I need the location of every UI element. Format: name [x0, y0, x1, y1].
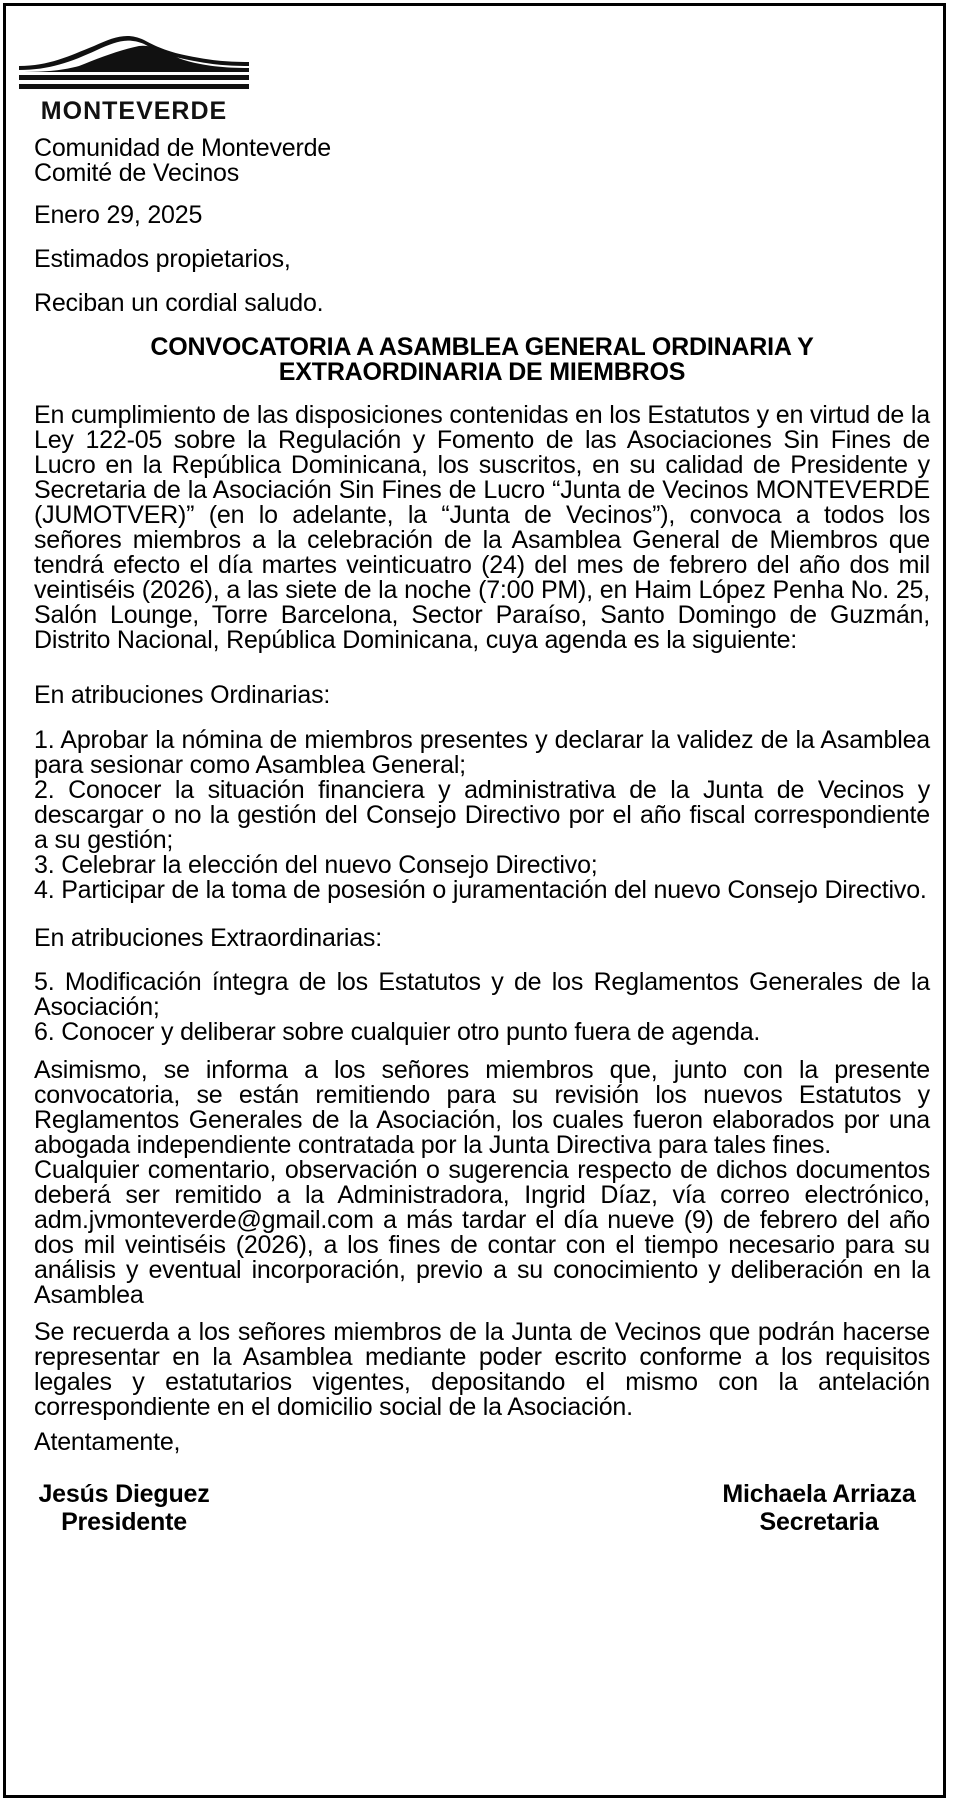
extraordinary-heading: En atribuciones Extraordinarias: — [34, 924, 382, 952]
list-item: 1. Aprobar la nómina de miembros presentes y declarar la validez de la Asamblea para sesionar como Asamblea General; — [34, 726, 930, 779]
ordinary-heading: En atribuciones Ordinarias: — [34, 681, 331, 709]
list-item: 3. Celebrar la elección del nuevo Consejo Directivo; — [34, 851, 598, 879]
closing: Atentamente, — [34, 1428, 181, 1456]
salutation: Reciban un cordial saludo. — [34, 289, 324, 317]
letter-date: Enero 29, 2025 — [34, 201, 203, 229]
notice-paragraph-2: Cualquier comentario, observación o sugerencia respecto de dichos documentos deberá ser remitido a la Administradora, Ingrid Díaz, vía correo electrónico, adm.jvmonteverde@gmail.com a más tardar el día nueve (9) de febrero del año dos mil veintiséis (2026), a los fines de contar con el tiempo necesario para su análisis y eventual incorporación, previo a su conocimiento y deliberación en la Asamblea — [34, 1156, 930, 1309]
list-item: 2. Conocer la situación financiera y administrativa de la Junta de Vecinos y descargar o no la gestión del Consejo Directivo por el año fiscal correspondiente a su gestión; — [34, 776, 930, 854]
notice-block — [34, 1058, 930, 1308]
signature-president — [34, 1480, 214, 1536]
letter-title — [34, 335, 930, 385]
signer-role: Presidente — [61, 1508, 187, 1536]
logo-wordmark: MONTEVERDE — [40, 97, 228, 125]
title-line-2: EXTRAORDINARIA DE MIEMBROS — [278, 358, 686, 386]
greeting: Estimados propietarios, — [34, 245, 291, 273]
list-item: 5. Modificación íntegra de los Estatutos y de los Reglamentos Generales de la Asociación; — [34, 968, 930, 1021]
notice-paragraph-1: Asimismo, se informa a los señores miembros que, junto con la presente convocatoria, se están remitiendo para su revisión los nuevos Estatutos y Reglamentos Generales de la Asociación, los cuales fueron elaborados por una abogada independiente contratada por la Junta Directiva para tales fines. — [34, 1056, 930, 1159]
signer-name: Michaela Arriaza — [722, 1480, 916, 1508]
reminder-paragraph: Se recuerda a los señores miembros de la Junta de Vecinos que podrán hacerse representar en la Asamblea mediante poder escrito conforme a los requisitos legales y estatutarios vigentes, depositando el mismo con la antelación correspondiente en el domicilio social de la Asociación. — [34, 1318, 930, 1421]
title-line-1: CONVOCATORIA A ASAMBLEA GENERAL ORDINARIA Y — [150, 333, 814, 361]
logo — [19, 32, 249, 132]
sender-line-1: Comunidad de Monteverde — [34, 134, 331, 162]
signature-secretary — [704, 1480, 934, 1536]
ordinary-list — [34, 728, 930, 903]
signer-name: Jesús Dieguez — [38, 1480, 210, 1508]
list-item: 4. Participar de la toma de posesión o juramentación del nuevo Consejo Directivo. — [34, 876, 927, 904]
extraordinary-list — [34, 970, 930, 1045]
list-item: 6. Conocer y deliberar sobre cualquier otro punto fuera de agenda. — [34, 1018, 761, 1046]
notice-frame — [3, 3, 946, 1798]
signer-role: Secretaria — [759, 1508, 879, 1536]
intro-paragraph: En cumplimiento de las disposiciones contenidas en los Estatutos y en virtud de la Ley 122-05 sobre la Regulación y Fomento de las Asociaciones Sin Fines de Lucro en la República Dominicana, los suscritos, en su calidad de Presidente y Secretaria de la Asociación Sin Fines de Lucro “Junta de Vecinos MONTEVERDE (JUMOTVER)” (en lo adelante, la “Junta de Vecinos”), convoca a todos los señores miembros a la celebración de la Asamblea General de Miembros que tendrá efecto el día martes veinticuatro (24) del mes de febrero del año dos mil veintiséis (2026), a las siete de la noche (7:00 PM), en Haim López Penha No. 25, Salón Lounge, Torre Barcelona, Sector Paraíso, Santo Domingo de Guzmán, Distrito Nacional, República Dominicana, cuya agenda es la siguiente: — [34, 401, 930, 654]
sender-line-2: Comité de Vecinos — [34, 159, 240, 187]
mountain-waves-icon — [19, 32, 249, 94]
